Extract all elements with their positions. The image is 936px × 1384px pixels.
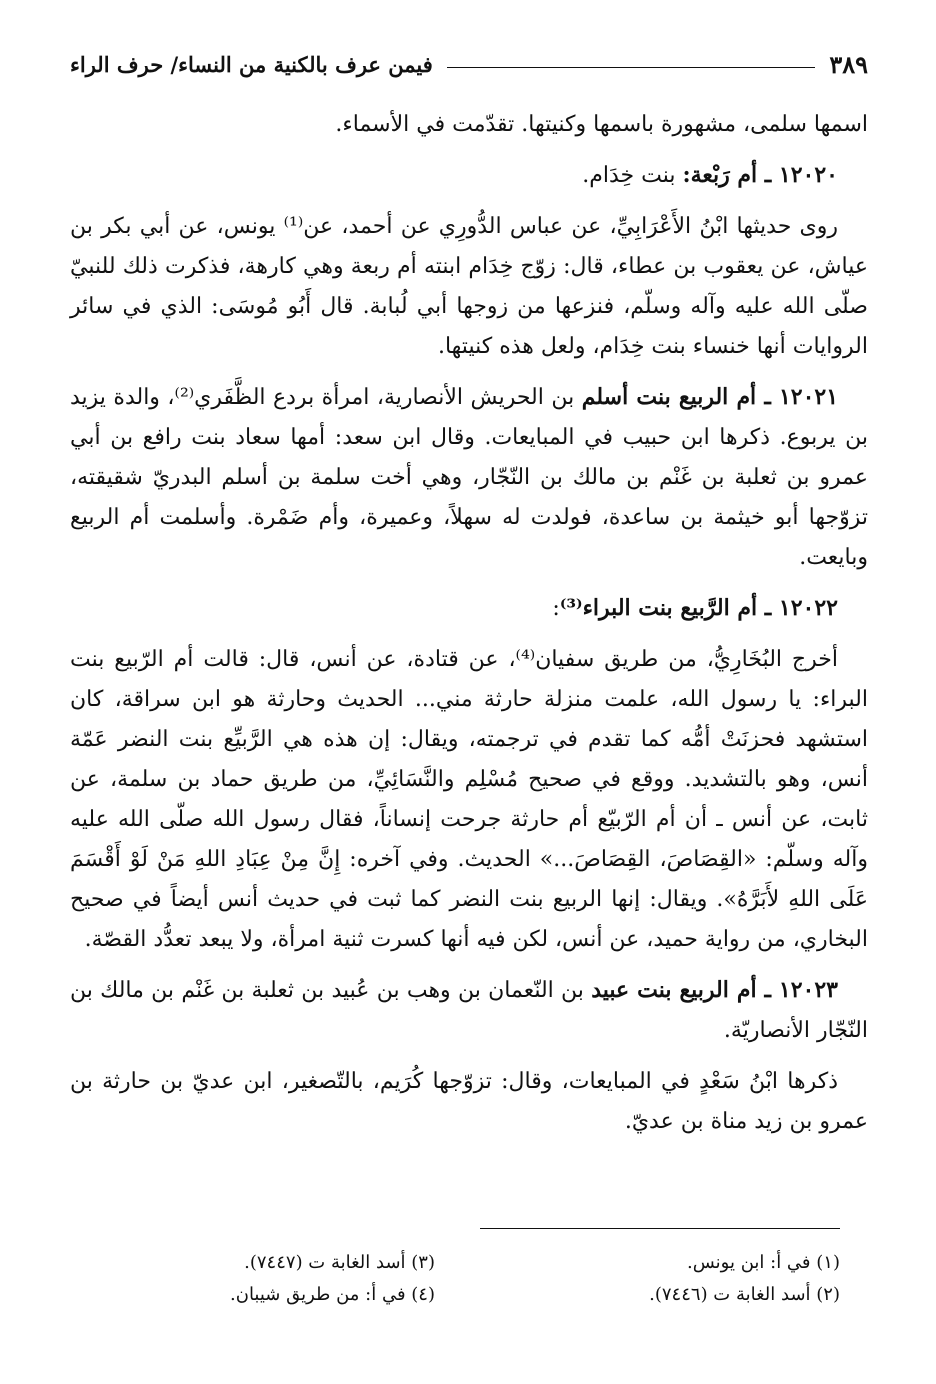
- entry-12021: ١٢٠٢١ ـ أم الربيع بنت أسلم بن الحريش الأنصارية، امرأة بردع الظَّفَري⁽²⁾، والدة يزيد بن يربوع. ذكرها ابن حبيب في المبايعات. وقال ابن سعد: أمها سعاد بنت رافع بن أبي عمرو بن ثعلبة بن غَنْم بن مالك بن النّجّار، وهي أخت سلمة بن أسلم البدريّ شقيقته، تزوّجها أبو خيثمة بن ساعدة، فولدت له سهلاً، وعميرة، وأم ضَمْرة. وأسلمت أم الربيع وبايعت.: [70, 384, 868, 570]
- entry-heading: ١٢٠٢٠ ـ أم رَبْعة:: [682, 162, 838, 188]
- page-number: ٣٨٩: [829, 49, 868, 79]
- footnote-rule: [480, 1228, 840, 1229]
- entry-heading: ١٢٠٢١ ـ أم الربيع بنت أسلم: [581, 384, 839, 410]
- entry-heading: ١٢٠٢٣ ـ أم الربيع بنت عبيد: [591, 977, 838, 1003]
- header-rule: [447, 67, 816, 68]
- footnote: (١) في أ: ابن يونس.: [687, 1252, 840, 1273]
- entry-12022: ١٢٠٢٢ ـ أم الرَّبيع بنت البراء⁽³⁾:: [552, 595, 838, 621]
- entry-heading: ١٢٠٢٢ ـ أم الرَّبيع بنت البراء⁽³⁾: [559, 595, 838, 621]
- footnote: (٤) في أ: من طريق شيبان.: [230, 1284, 435, 1305]
- footnote: (٣) أسد الغابة ت (٧٤٤٧).: [244, 1252, 435, 1273]
- paragraph: اسمها سلمى، مشهورة باسمها وكنيتها. تقدّمت في الأسماء.: [335, 112, 868, 137]
- paragraph: روى حديثها ابْنُ الأَعْرَابِيِّ، عن عباس الدُّورِي عن أحمد، عن⁽¹⁾ يونس، عن أبي بكر بن عياش، عن يعقوب بن عطاء، قال: زوّج خِدَام ابنته أم ربعة وهي كارهة، فذكرت ذلك للنبيّ صلّى الله عليه وآله وسلّم، فنزعها من زوجها أبي لُبابة. قال أَبُو مُوسَى: الذي في سائر الروايات أنها خنساء بنت خِدَام، ولعل هذه كنيتها.: [70, 214, 868, 359]
- footnotes: [70, 1250, 840, 1308]
- paragraph: أخرج البُخَارِيُّ، من طريق سفيان⁽⁴⁾، عن قتادة، عن أنس، قال: قالت أم الرّبيع بنت البراء: يا رسول الله، علمت منزلة حارثة مني... الحديث وحارثة هو ابن سراقة، كان استشهد فحزنَتْ أمُّه كما تقدم في ترجمته، ويقال: إن هذه هي الرَّبيِّع بنت النضر عَمّة أنس، وهو بالتشديد. ووقع في صحيح مُسْلِم والنَّسَائِيِّ، من طريق حماد بن سلمة، عن ثابت، عن أنس ـ أن أم الرّبيّع أم حارثة جرحت إنساناً، فقال رسول الله صلّى الله عليه وآله وسلّم: «القِصَاصَ، القِصَاصَ...» الحديث. وفي آخره: إِنَّ مِنْ عِبَادِ اللهِ مَنْ لَوْ أَقْسَمَ عَلَى اللهِ لأَبَرَّهُ». ويقال: إنها الربيع بنت النضر كما ثبت في حديث أنس أيضاً في صحيح البخاري، من رواية حميد، عن أنس، لكن فيه أنها كسرت ثنية امرأة، ولا يبعد تعدُّد القصّة.: [70, 647, 868, 952]
- entry-12023: ١٢٠٢٣ ـ أم الربيع بنت عبيد بن النّعمان بن وهب بن عُبيد بن ثعلبة بن غَنْم بن مالك بن النّجّار الأنصاريّة.: [70, 977, 868, 1043]
- footnote: (٢) أسد الغابة ت (٧٤٤٦).: [649, 1284, 840, 1305]
- main-text: [70, 104, 868, 1152]
- page-header: [70, 44, 868, 84]
- paragraph: ذكرها ابْنُ سَعْدٍ في المبايعات، وقال: تزوّجها كُرَيم، بالتّصغير، ابن عديّ بن حارثة بن عمرو بن زيد مناة بن عديّ.: [70, 1069, 868, 1134]
- running-title: فيمن عرف بالكنية من النساء/ حرف الراء: [70, 51, 433, 77]
- entry-12020: ١٢٠٢٠ ـ أم رَبْعة: بنت خِدَام.: [582, 162, 838, 188]
